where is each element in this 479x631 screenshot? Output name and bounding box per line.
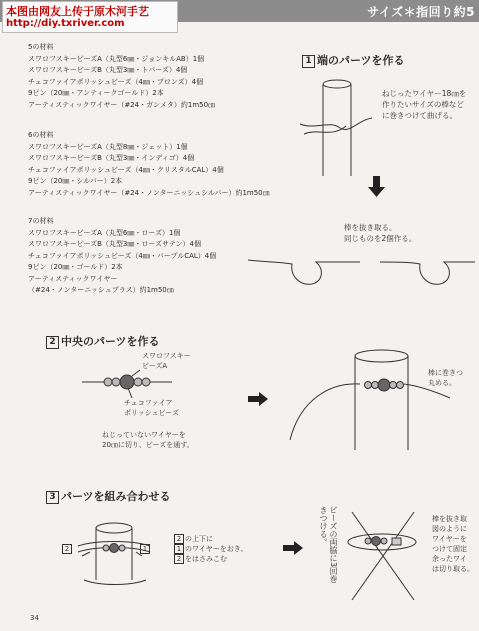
note-line: は切り取る。 [432, 565, 474, 573]
materials-title: 5の材料 [28, 43, 54, 51]
materials-line: チェコファイアポリッシュビーズ（4㎜・ブロンズ）4個 [28, 77, 204, 86]
step3-note [174, 534, 248, 564]
materials-line: スワロフスキービーズA（丸型8㎜・ジェット）1個 [28, 142, 188, 151]
step2-rod-diagram [290, 350, 450, 450]
note-text: のワイヤーをおき、 [185, 545, 248, 553]
step2-note-right [428, 368, 463, 388]
step1-number: 1 [302, 55, 315, 68]
note-line: に巻きつけて曲げる。 [382, 111, 457, 120]
materials-line: チェコファイアポリッシュビーズ（4㎜・パープルCAL）4個 [28, 251, 217, 260]
note-text: をはさみこむ [185, 555, 227, 563]
page-header-title: サイズ＊指回り約5 [367, 5, 475, 19]
note-line: 丸める。 [428, 379, 456, 387]
step1-note1 [382, 88, 466, 121]
arrow-right-icon [248, 392, 268, 406]
note-line: 棒に巻きつ [428, 369, 463, 377]
materials-line: （#24・ノンターニッシュブラス）約1m50㎝ [28, 286, 174, 294]
step3-number: 3 [46, 491, 59, 504]
part-number-box: 2 [62, 544, 72, 554]
materials-line: アーティスティックワイヤー（#24・ノンターニッシュシルバー）約1m50㎝ [28, 188, 270, 197]
watermark-text: 本图由网友上传于原木河手艺 [6, 5, 149, 18]
materials-line: 9ピン（20㎜・シルバー）2本 [28, 177, 123, 185]
materials-line: アーティスティックワイヤー（#24・ガンメタ）約1m50㎝ [28, 100, 216, 109]
arrow-right-icon-2 [283, 541, 303, 555]
note-line: 同じものを2個作る。 [344, 234, 417, 243]
step3-right-note [432, 514, 474, 574]
materials-line: 9ピン（20㎜・ゴールド）2本 [28, 263, 123, 271]
step3-left-label [62, 544, 73, 554]
materials-line: チェコファイアポリッシュビーズ（4㎜・クリスタルCAL）4個 [28, 165, 224, 174]
step1-loops-diagram [248, 260, 475, 284]
step2-note [102, 430, 194, 450]
note-line: 図のように [432, 525, 467, 533]
note-line: 作りたいサイズの棒など [382, 100, 464, 109]
note-line [174, 554, 248, 564]
materials-title: 7の材料 [28, 217, 54, 225]
note-line: 棒を抜き取る。 [344, 223, 397, 232]
watermark-url: http://diy.txriver.com [6, 18, 125, 29]
part-number-box: 2 [174, 534, 184, 544]
step3-ring-diagram [348, 512, 416, 600]
step2-label-c [124, 398, 179, 418]
part-number-box: 1 [140, 544, 150, 554]
note-text: の上下に [185, 535, 213, 543]
materials-line: スワロフスキービーズB（丸型3㎜・インディゴ）4個 [28, 154, 195, 162]
materials-7 [28, 216, 216, 297]
step2-heading [46, 333, 160, 349]
step2-number: 2 [46, 336, 59, 349]
materials-line: スワロフスキービーズA（丸型6㎜・ローズ）1個 [28, 228, 181, 237]
label-line: スワロフスキー [142, 352, 191, 360]
materials-5 [28, 42, 215, 111]
materials-line: アーティスティックワイヤー [28, 274, 118, 283]
part-number-box: 2 [174, 554, 184, 564]
materials-6 [28, 130, 270, 199]
note-line: ワイヤーを [432, 535, 467, 543]
label-line: チェコファイア [124, 399, 173, 407]
note-line [174, 534, 248, 544]
materials-title: 6の材料 [28, 131, 54, 139]
step2-label-a [142, 351, 191, 371]
step1-title: 端のパーツを作る [317, 54, 405, 67]
step2-bead-strand [82, 370, 172, 398]
materials-line: スワロフスキービーズB（丸型3㎜・ローズサテン）4個 [28, 240, 201, 248]
materials-line: スワロフスキービーズA（丸型6㎜・ジョンキルAB）1個 [28, 54, 205, 63]
step3-vertical-note: ビーズの両脇に3回巻きつける。 [319, 506, 338, 584]
step1-note2 [344, 222, 416, 244]
materials-line: 9ピン（20㎜・アンティークゴールド）2本 [28, 89, 164, 97]
step1-rod-diagram [300, 80, 372, 176]
step2-title: 中央のパーツを作る [61, 335, 160, 348]
step3-right-label [140, 544, 151, 554]
note-line: ねじったワイヤー18㎝を [382, 89, 467, 98]
note-line: ねじっていないワイヤーを [102, 431, 186, 439]
note-line: 20㎝に切り、ビーズを通す。 [102, 441, 194, 449]
label-line: ポリッシュビーズ [124, 409, 179, 417]
materials-line: スワロフスキービーズB（丸型3㎜・トパーズ）4個 [28, 66, 188, 74]
part-number-box: 1 [174, 544, 184, 554]
note-line: 棒を抜き取 [432, 515, 467, 523]
arrow-down-icon [368, 176, 385, 197]
step3-heading [46, 488, 171, 504]
note-line: つけて固定 [432, 545, 467, 553]
label-line: ビーズA [142, 362, 168, 370]
step3-title: パーツを組み合わせる [61, 490, 171, 503]
note-line [174, 544, 248, 554]
step1-heading [302, 52, 405, 68]
page-number: 34 [30, 614, 39, 622]
note-line: 余ったワイ [432, 555, 467, 563]
